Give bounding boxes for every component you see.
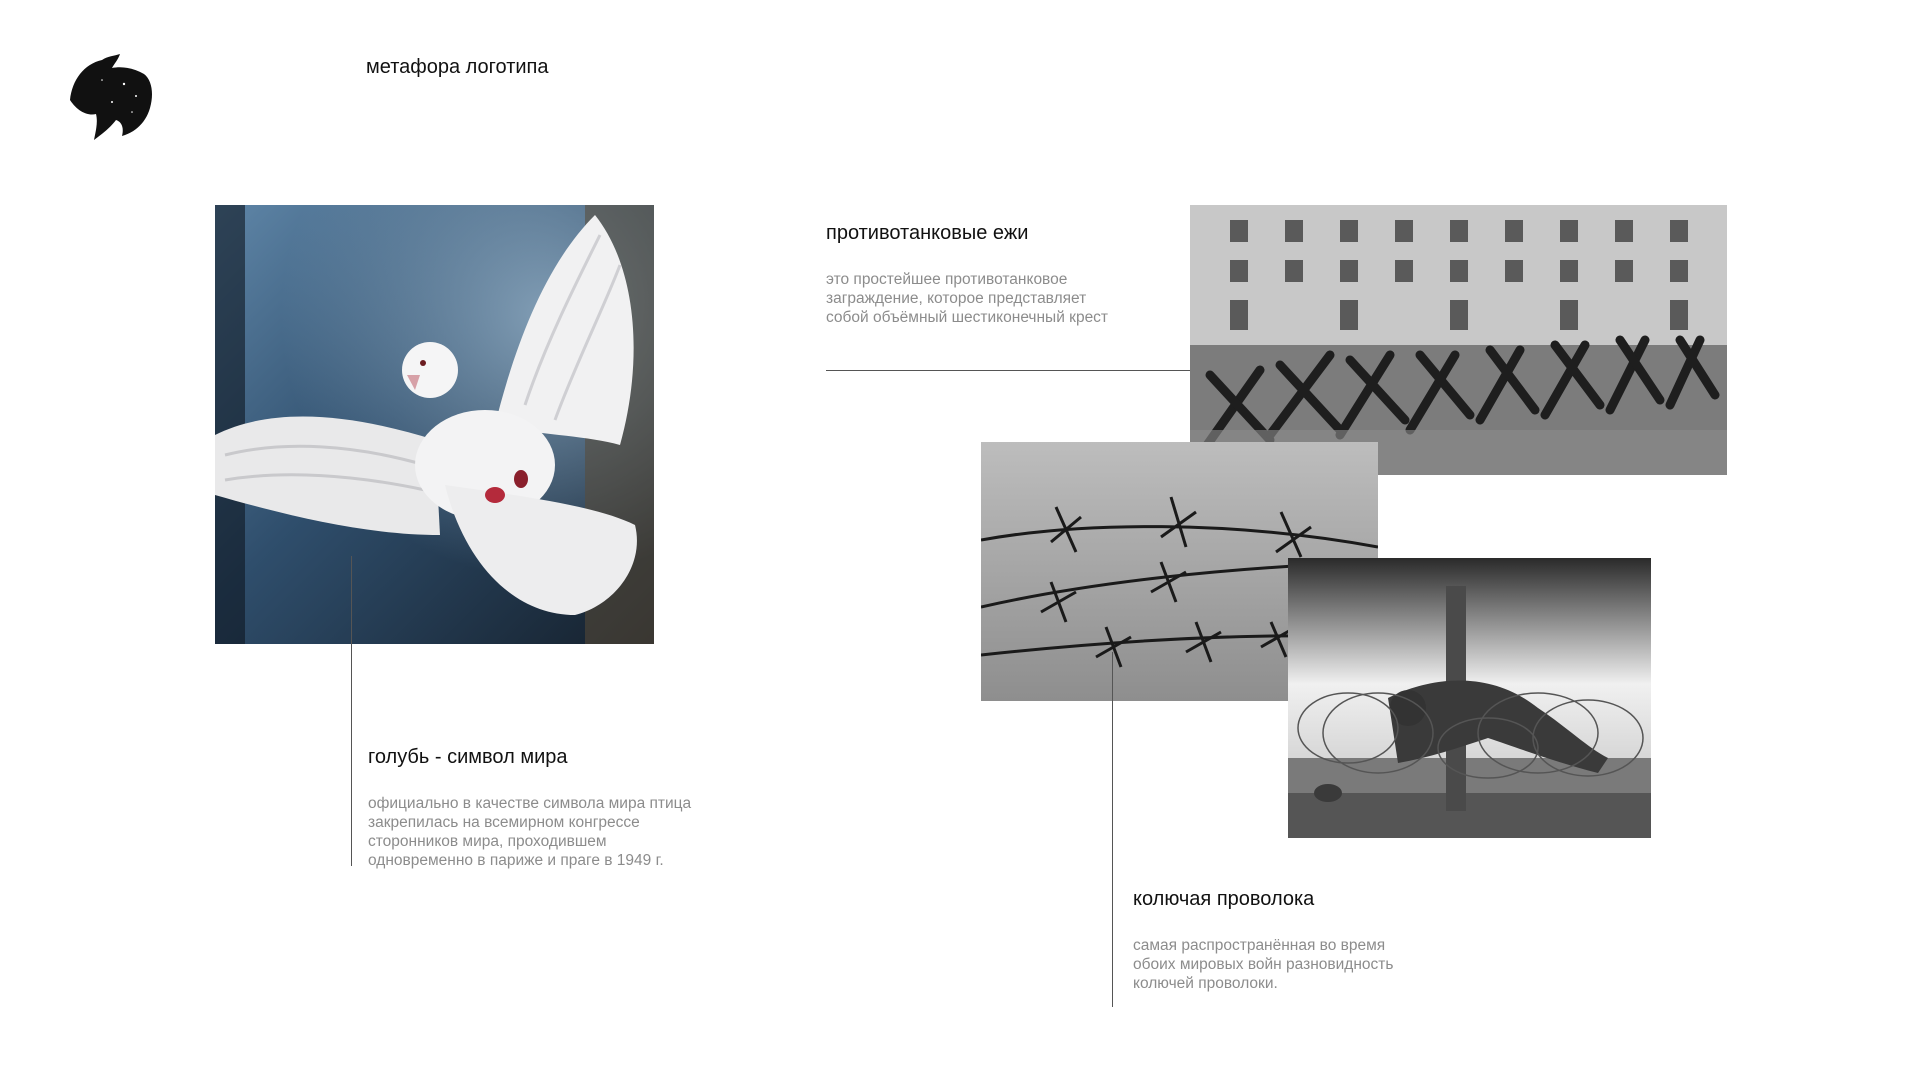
czech-hedgehogs-photo [1190, 205, 1727, 475]
dove-logo-icon [62, 50, 154, 142]
description-line: колючей проволоки. [1133, 975, 1278, 992]
hedgehogs-heading: противотанковые ежи [826, 222, 1029, 244]
page-title: метафора логотипа [366, 56, 549, 78]
hedgehogs-description [826, 270, 1108, 327]
description-line: самая распространённая во время [1133, 937, 1386, 954]
description-line: это простейшее противотанковое [826, 271, 1068, 288]
description-line: заграждение, которое представляет [826, 290, 1087, 307]
barbed-wire-heading: колючая проволока [1133, 888, 1315, 910]
description-line: обоих мировых войн разновидность [1133, 956, 1394, 973]
hedgehogs-connector-line [826, 370, 1190, 371]
description-line: официально в качестве символа мира птица [368, 795, 692, 812]
description-line: сторонников мира, проходившем [368, 833, 607, 850]
description-line: собой объёмный шестиконечный крест [826, 309, 1109, 326]
barbed-wire-description [1133, 936, 1393, 993]
dove-connector-line [351, 556, 352, 866]
description-line: одновременно в париже и праге в 1949 г. [368, 852, 664, 869]
dove-description [368, 794, 691, 870]
dove-heading: голубь - символ мира [368, 746, 568, 768]
description-line: закрепилась на всемирном конгрессе [368, 814, 640, 831]
dove-photo [215, 205, 654, 644]
barbed-wire-connector-line [1112, 652, 1113, 1007]
soldier-barbed-wire-photo [1288, 558, 1651, 838]
